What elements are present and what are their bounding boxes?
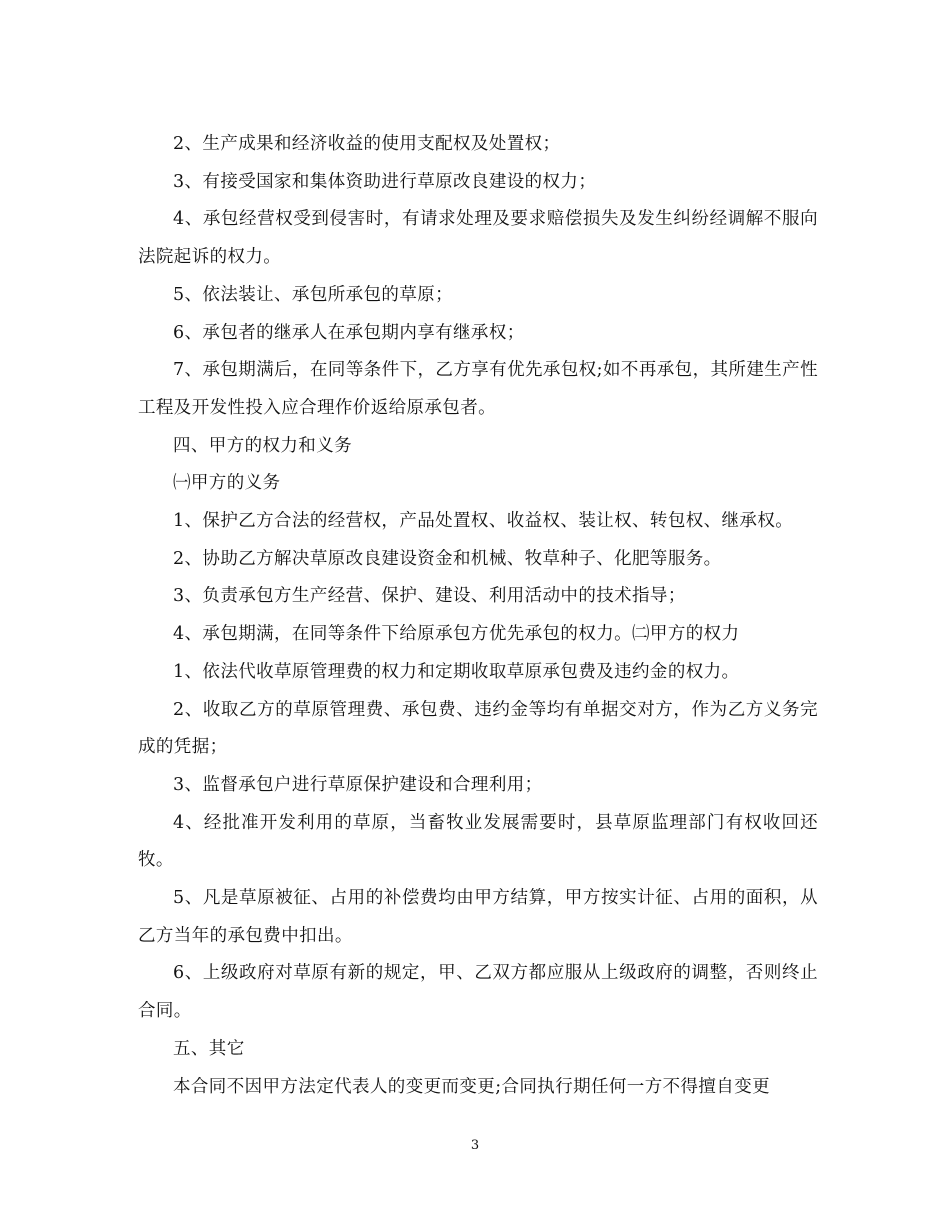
paragraph-power-6: 6、上级政府对草原有新的规定，甲、乙双方都应服从上级政府的调整，否则终止合同。 bbox=[138, 963, 818, 1022]
paragraph-right-6: 6、承包者的继承人在承包期内享有继承权； bbox=[173, 322, 525, 343]
paragraph-power-5: 5、凡是草原被征、占用的补偿费均由甲方结算，甲方按实计征、占用的面积，从乙方当年的承包费中扣出。 bbox=[138, 888, 818, 946]
paragraph-power-2: 2、收取乙方的草原管理费、承包费、违约金等均有单据交对方，作为乙方义务完成的凭据； bbox=[138, 699, 818, 758]
paragraph-obligation-4: 4、承包期满，在同等条件下给原承包方优先承包的权力。㈡甲方的权力 bbox=[173, 624, 740, 645]
page-number: 3 bbox=[470, 1138, 480, 1153]
section-heading-other: 五、其它 bbox=[173, 1038, 245, 1059]
paragraph-obligation-3: 3、负责承包方生产经营、保护、建设、利用活动中的技术指导； bbox=[173, 586, 686, 607]
paragraph-right-7: 7、承包期满后，在同等条件下，乙方享有优先承包权;如不再承包，其所建生产性工程及开发性投入应合理作价返给原承包者。 bbox=[138, 360, 818, 418]
paragraph-right-2: 2、生产成果和经济收益的使用支配权及处置权； bbox=[173, 134, 561, 154]
paragraph-right-5: 5、依法装让、承包所承包的草原； bbox=[173, 284, 454, 305]
paragraph-right-4: 4、承包经营权受到侵害时，有请求处理及要求赔偿损失及发生纠纷经调解不服向法院起诉的权力。 bbox=[138, 209, 818, 268]
section-heading-party-a: 四、甲方的权力和义务 bbox=[173, 435, 352, 456]
paragraph-right-3: 3、有接受国家和集体资助进行草原改良建设的权力； bbox=[173, 171, 597, 192]
paragraph-other-1: 本合同不因甲方法定代表人的变更而变更;合同执行期任何一方不得擅自变更 bbox=[173, 1076, 770, 1097]
paragraph-power-4: 4、经批准开发利用的草原，当畜牧业发展需要时，县草原监理部门有权收回还牧。 bbox=[138, 812, 818, 871]
document-body bbox=[138, 126, 818, 1106]
paragraph-power-3: 3、监督承包户进行草原保护建设和合理利用； bbox=[173, 774, 543, 795]
subheading-party-a-obligations: ㈠甲方的义务 bbox=[173, 473, 281, 494]
paragraph-obligation-2: 2、协助乙方解决草原改良建设资金和机械、牧草种子、化肥等服务。 bbox=[173, 548, 722, 569]
paragraph-obligation-1: 1、保护乙方合法的经营权，产品处置权、收益权、装让权、转包权、继承权。 bbox=[173, 511, 794, 532]
paragraph-power-1: 1、依法代收草原管理费的权力和定期收取草原承包费及违约金的权力。 bbox=[173, 661, 740, 682]
